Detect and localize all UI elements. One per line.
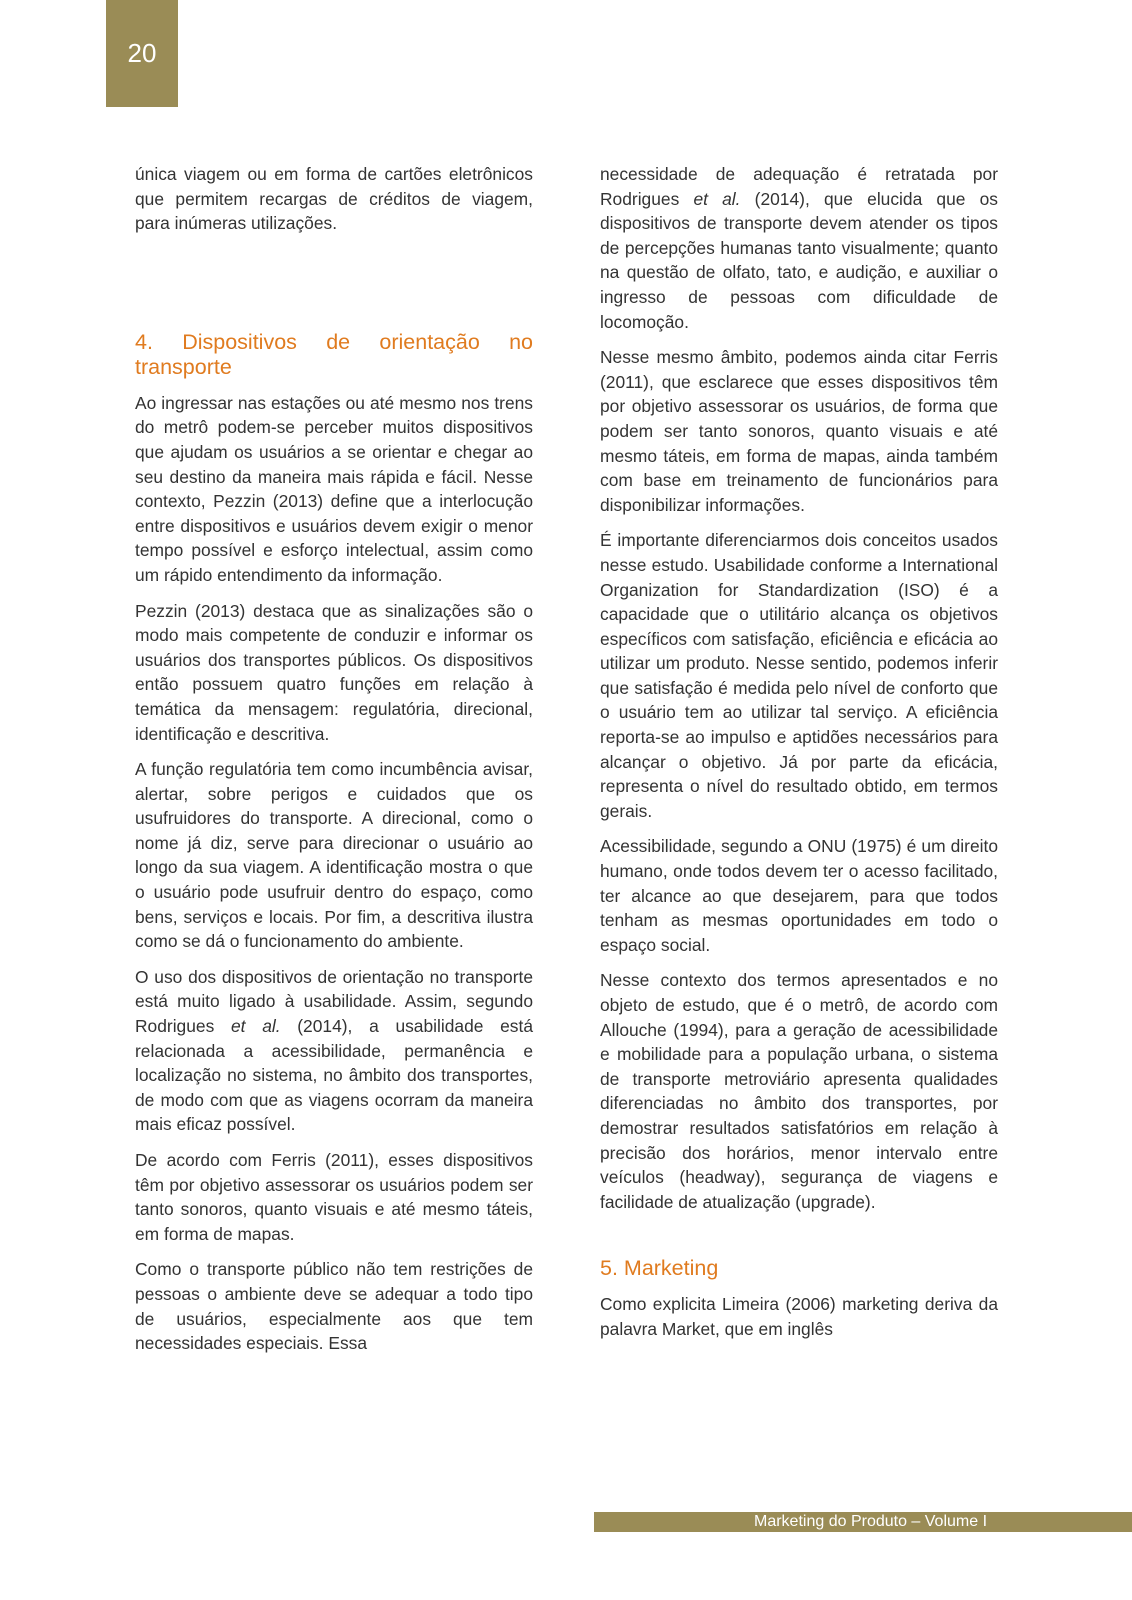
paragraph [135,965,533,1137]
paragraph: Nesse mesmo âmbito, podemos ainda citar Ferris (2011), que esclarece que esses dispositivos têm por objetivo assessorar os usuários, de forma que podem ser tanto sonoros, quanto visuais e até mesmo táteis, em forma de mapas, ainda também com base em treinamento de funcionários para disponibilizar informações. [600,347,998,515]
paragraph: Acessibilidade, segundo a ONU (1975) é um direito humano, onde todos devem ter o acesso facilitado, ter alcance ao que desejarem, para que todos tenham as mesmas oportunidades em todo o espaço social. [600,836,998,955]
footer-title: Marketing do Produto – Volume I [754,1513,988,1530]
text-run: necessidade de adequação é retratada por Rodrigues [600,164,998,209]
paragraph: única viagem ou em forma de cartões eletrônicos que permitem recargas de créditos de viagem, para inúmeras utilizações. [135,164,533,234]
paragraph: Como o transporte público não tem restrições de pessoas o ambiente deve se adequar a todo tipo de usuários, especialmente aos que tem necessidades especiais. Essa [135,1259,533,1354]
text-run: O uso dos dispositivos de orientação no transporte está muito ligado à usabilidade. Assim, segundo Rodrigues [135,966,533,1037]
paragraph: Nesse contexto dos termos apresentados e no objeto de estudo, que é o metrô, de acordo com Allouche (1994), para a geração de acessibilidade e mobilidade para a população urbana, o sistema de transporte metroviário apresenta qualidades diferenciadas no âmbito dos transportes, por demostrar resultados satisfatórios em relação à precisão dos horários, menor intervalo entre veículos (headway), segurança de viagens e facilidade de atualização (upgrade). [600,970,998,1212]
paragraph: Ao ingressar nas estações ou até mesmo nos trens do metrô podem-se perceber muitos dispositivos que ajudam os usuários a se orientar e chegar ao seu destino da maneira mais rápida e fácil. Nesse contexto, Pezzin (2013) define que a interlocução entre dispositivos e usuários devem exigir o menor tempo possível e esforço intelectual, assim como um rápido entendimento da informação. [135,392,533,585]
paragraph: Como explicita Limeira (2006) marketing deriva da palavra Market, que em inglês [600,1294,998,1339]
italic-citation: et al. [693,188,741,209]
footer-bar [594,1512,1132,1532]
italic-citation: et al. [230,1016,281,1037]
page-number: 20 [106,0,178,107]
paragraph: É importante diferenciarmos dois conceitos usados nesse estudo. Usabilidade conforme a International Organization for Standardization (ISO) é a capacidade que o utilitário alcança os objetivos específicos com satisfação, eficiência e eficácia ao utilizar um produto. Nesse sentido, podemos inferir que satisfação é medida pelo nível de conforto que o usuário tem ao utilizar tal serviço. A eficiência reporta-se ao impulso e aptidões necessários para alcançar o objetivo. Já por parte da eficácia, representa o nível do resultado obtido, em termos gerais. [600,530,998,821]
left-column [135,162,533,1367]
right-column [600,162,998,1353]
paragraph: Pezzin (2013) destaca que as sinalizações são o modo mais competente de conduzir e informar os usuários dos transportes públicos. Os dispositivos então possuem quatro funções em relação à temática da mensagem: regulatória, direcional, identificação e descritiva. [135,600,533,744]
paragraph [600,162,998,334]
text-run: (2014), a usabilidade está relacionada a acessibilidade, permanência e localização no sistema, no âmbito dos transportes, de modo com que as viagens ocorram da maneira mais eficaz possível. [135,1016,534,1135]
text-run: (2014), que elucida que os dispositivos de transporte devem atender os tipos de percepções humanas tanto visualmente; quanto na questão de olfato, tato, e audição, e auxiliar o ingresso de pessoas com dificuldade de locomoção. [600,188,998,332]
section-heading-5: 5. Marketing [600,1256,719,1281]
paragraph: De acordo com Ferris (2011), esses dispositivos têm por objetivo assessorar os usuários podem ser tanto sonoros, quanto visuais e até mesmo táteis, em forma de mapas. [135,1150,533,1244]
paragraph: A função regulatória tem como incumbência avisar, alertar, sobre perigos e cuidados que os usufruidores do transporte. A direcional, como o nome já diz, serve para direcionar o usuário ao longo da sua viagem. A identificação mostra o que o usuário pode usufruir dentro do espaço, como bens, serviços e locais. Por fim, a descritiva ilustra como se dá o funcionamento do ambiente. [135,759,533,952]
section-heading-4: 4. Dispositivos de orientação no transporte [135,329,533,379]
